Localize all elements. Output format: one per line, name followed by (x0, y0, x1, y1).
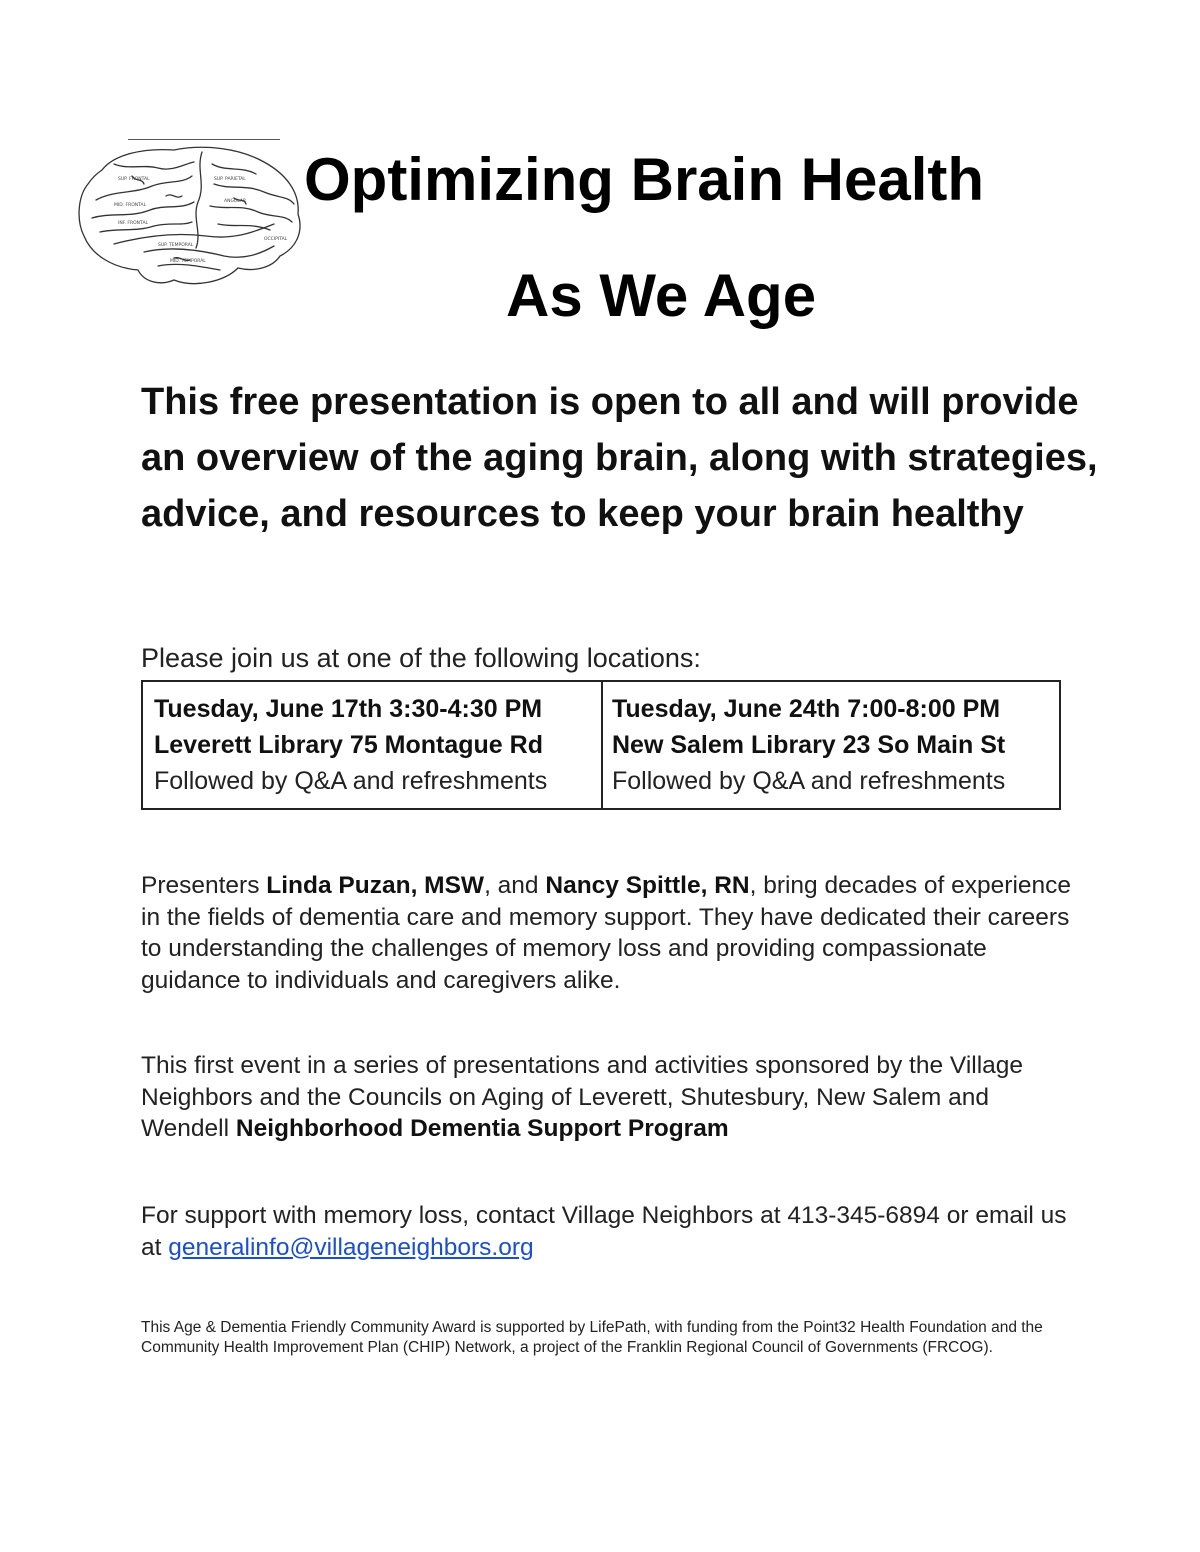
intro-paragraph: This free presentation is open to all and will provide an overview of the aging brain, along with strategies, advice, and resources to keep your brain healthy (141, 381, 1098, 535)
location-datetime: Tuesday, June 17th 3:30-4:30 PM (154, 695, 543, 723)
svg-text:OCCIPITAL: OCCIPITAL (264, 237, 288, 242)
funding-footnote: This Age & Dementia Friendly Community Award is supported by LifePath, with funding from the Point32 Health Foundation and the Community Health Improvement Plan (CHIP) Network, a project of the Franklin Regional Council of Governments (FRCOG). (141, 1319, 1043, 1356)
presenters-paragraph (141, 870, 1081, 996)
page-title-line2: As We Age (506, 262, 817, 329)
svg-text:MID. TEMPORAL: MID. TEMPORAL (170, 259, 206, 264)
contact-text: For support with memory loss, contact Village Neighbors at 413-345-6894 or email us at (141, 1202, 1067, 1261)
presenter-name-2: Nancy Spittle, RN (545, 872, 750, 899)
sponsors-paragraph (141, 1050, 1081, 1145)
email-link[interactable]: generalinfo@villageneighbors.org (168, 1233, 534, 1261)
join-text: Please join us at one of the following locations: (141, 643, 701, 673)
svg-text:SUP. PARIETAL: SUP. PARIETAL (214, 177, 246, 182)
svg-text:INF. FRONTAL: INF. FRONTAL (118, 221, 149, 226)
svg-text:SUP. TEMPORAL: SUP. TEMPORAL (158, 243, 194, 248)
locations-table (141, 680, 1061, 810)
location-place: New Salem Library 23 So Main St (612, 731, 1006, 759)
location-place: Leverett Library 75 Montague Rd (154, 731, 543, 759)
contact-paragraph (141, 1200, 1081, 1263)
page-title-line1: Optimizing Brain Health (304, 146, 985, 213)
location-note: Followed by Q&A and refreshments (154, 767, 548, 795)
brain-diagram-icon (74, 140, 310, 292)
presenters-separator: , and (484, 872, 546, 899)
sponsors-text: This first event in a series of presentations and activities sponsored by the Village Neighbors and the Councils on Aging of Leverett, Shutesbury, New Salem and Wendell (141, 1052, 1024, 1142)
presenters-lead: Presenters (141, 872, 267, 899)
program-name: Neighborhood Dementia Support Program (235, 1115, 729, 1142)
svg-text:MID. FRONTAL: MID. FRONTAL (114, 203, 147, 208)
presenters-description: , bring decades of experience in the fields of dementia care and memory support. They have dedicated their careers to understanding the challenges of memory loss and providing compassionate guidance to individuals and caregivers alike. (141, 872, 1072, 994)
location-note: Followed by Q&A and refreshments (612, 767, 1006, 795)
location-cell-leverett (143, 682, 603, 808)
location-datetime: Tuesday, June 24th 7:00-8:00 PM (612, 695, 1001, 723)
svg-text:SUP. FRONTAL: SUP. FRONTAL (118, 177, 150, 182)
svg-text:ANGULAR: ANGULAR (224, 199, 247, 204)
location-cell-new-salem (603, 682, 1059, 808)
presenter-name-1: Linda Puzan, MSW (266, 872, 485, 899)
